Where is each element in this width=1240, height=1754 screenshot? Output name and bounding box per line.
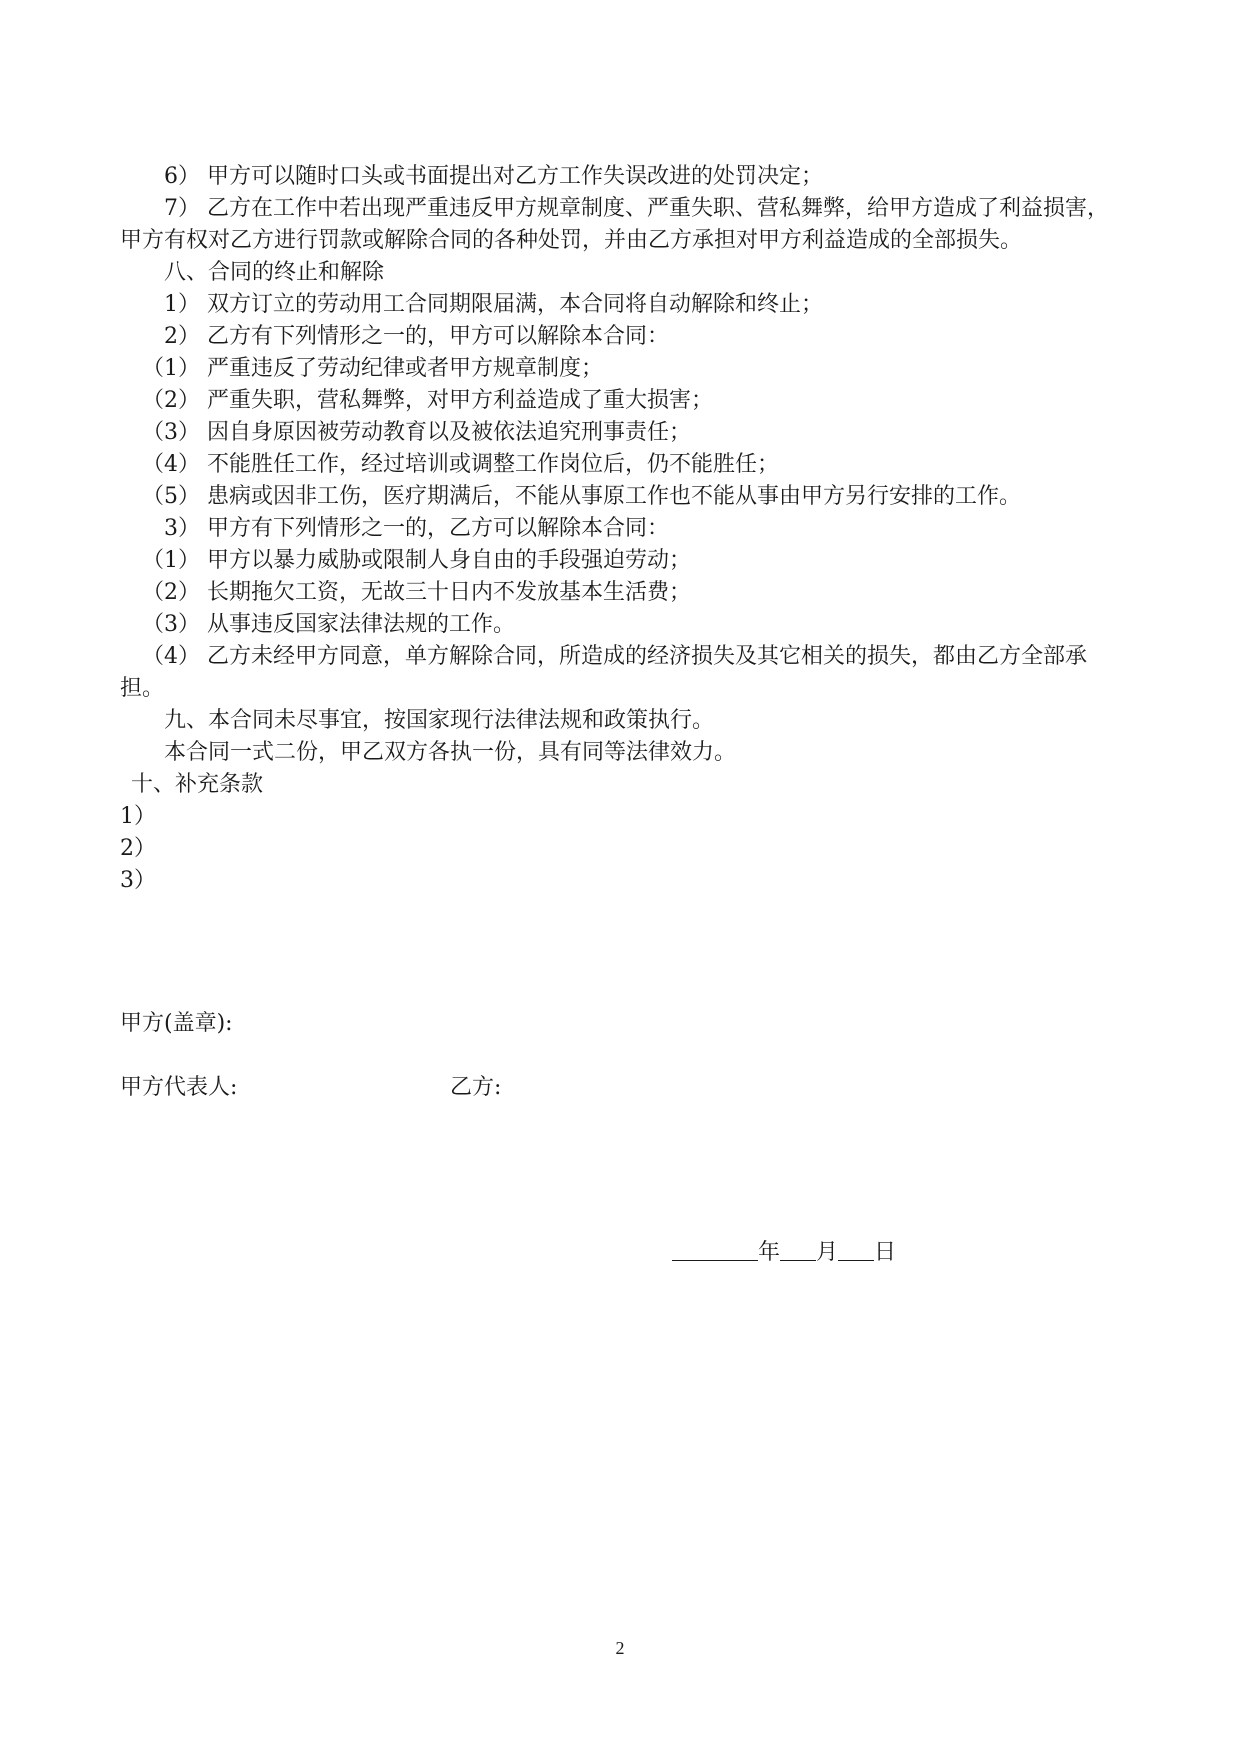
- list-item: （4） 乙方未经甲方同意，单方解除合同，所造成的经济损失及其它相关的损失，都由乙方全部承担。: [120, 644, 1087, 701]
- day-label: 日: [874, 1240, 897, 1265]
- year-blank: [672, 1238, 758, 1261]
- month-label: 月: [816, 1240, 839, 1265]
- list-item: （5） 患病或因非工伤，医疗期满后，不能从事原工作也不能从事由甲方另行安排的工作。: [142, 484, 1021, 509]
- termination-clause-3: 3） 甲方有下列情形之一的，乙方可以解除本合同：: [164, 516, 669, 541]
- list-item: （1） 严重违反了劳动纪律或者甲方规章制度；: [142, 356, 603, 381]
- contract-body: [120, 161, 1125, 897]
- day-blank: [838, 1238, 874, 1261]
- supplement-item: 2）: [120, 836, 156, 861]
- list-item: （3） 从事违反国家法律法规的工作。: [142, 612, 515, 637]
- signing-date: [644, 1205, 896, 1301]
- clause-6: 6） 甲方可以随时口头或书面提出对乙方工作失误改进的处罚决定；: [164, 164, 823, 189]
- party-a-representative-label: 甲方代表人:: [120, 1075, 238, 1100]
- section-heading-misc: 九、本合同未尽事宜，按国家现行法律法规和政策执行。: [164, 708, 715, 733]
- party-b-label: 乙方:: [450, 1075, 502, 1100]
- month-blank: [780, 1238, 816, 1261]
- year-label: 年: [757, 1240, 780, 1265]
- copies-clause: 本合同一式二份，甲乙双方各执一份，具有同等法律效力。: [164, 740, 737, 765]
- clause-7: 7） 乙方在工作中若出现严重违反甲方规章制度、严重失职、营私舞弊，给甲方造成了利益损害，甲方有权对乙方进行罚款或解除合同的各种处罚，并由乙方承担对甲方利益造成的全部损失。: [120, 196, 1109, 253]
- list-item: （3） 因自身原因被劳动教育以及被依法追究刑事责任；: [142, 420, 691, 445]
- list-item: （4） 不能胜任工作，经过培训或调整工作岗位后，仍不能胜任；: [142, 452, 779, 477]
- section-heading-termination: 八、合同的终止和解除: [164, 260, 385, 285]
- list-item: （2） 严重失职，营私舞弊，对甲方利益造成了重大损害；: [142, 388, 713, 413]
- party-a-seal-label: 甲方(盖章):: [120, 1011, 233, 1036]
- list-item: （1） 甲方以暴力威胁或限制人身自由的手段强迫劳动；: [142, 548, 691, 573]
- page-number: 2: [615, 1638, 625, 1658]
- termination-clause-1: 1） 双方订立的劳动用工合同期限届满，本合同将自动解除和终止；: [164, 292, 823, 317]
- list-item: （2） 长期拖欠工资，无故三十日内不发放基本生活费；: [142, 580, 691, 605]
- supplement-item: 3）: [120, 868, 156, 893]
- termination-clause-2: 2） 乙方有下列情形之一的，甲方可以解除本合同：: [164, 324, 669, 349]
- section-heading-supplement: 十、补充条款: [131, 772, 264, 797]
- supplement-item: 1）: [120, 804, 156, 829]
